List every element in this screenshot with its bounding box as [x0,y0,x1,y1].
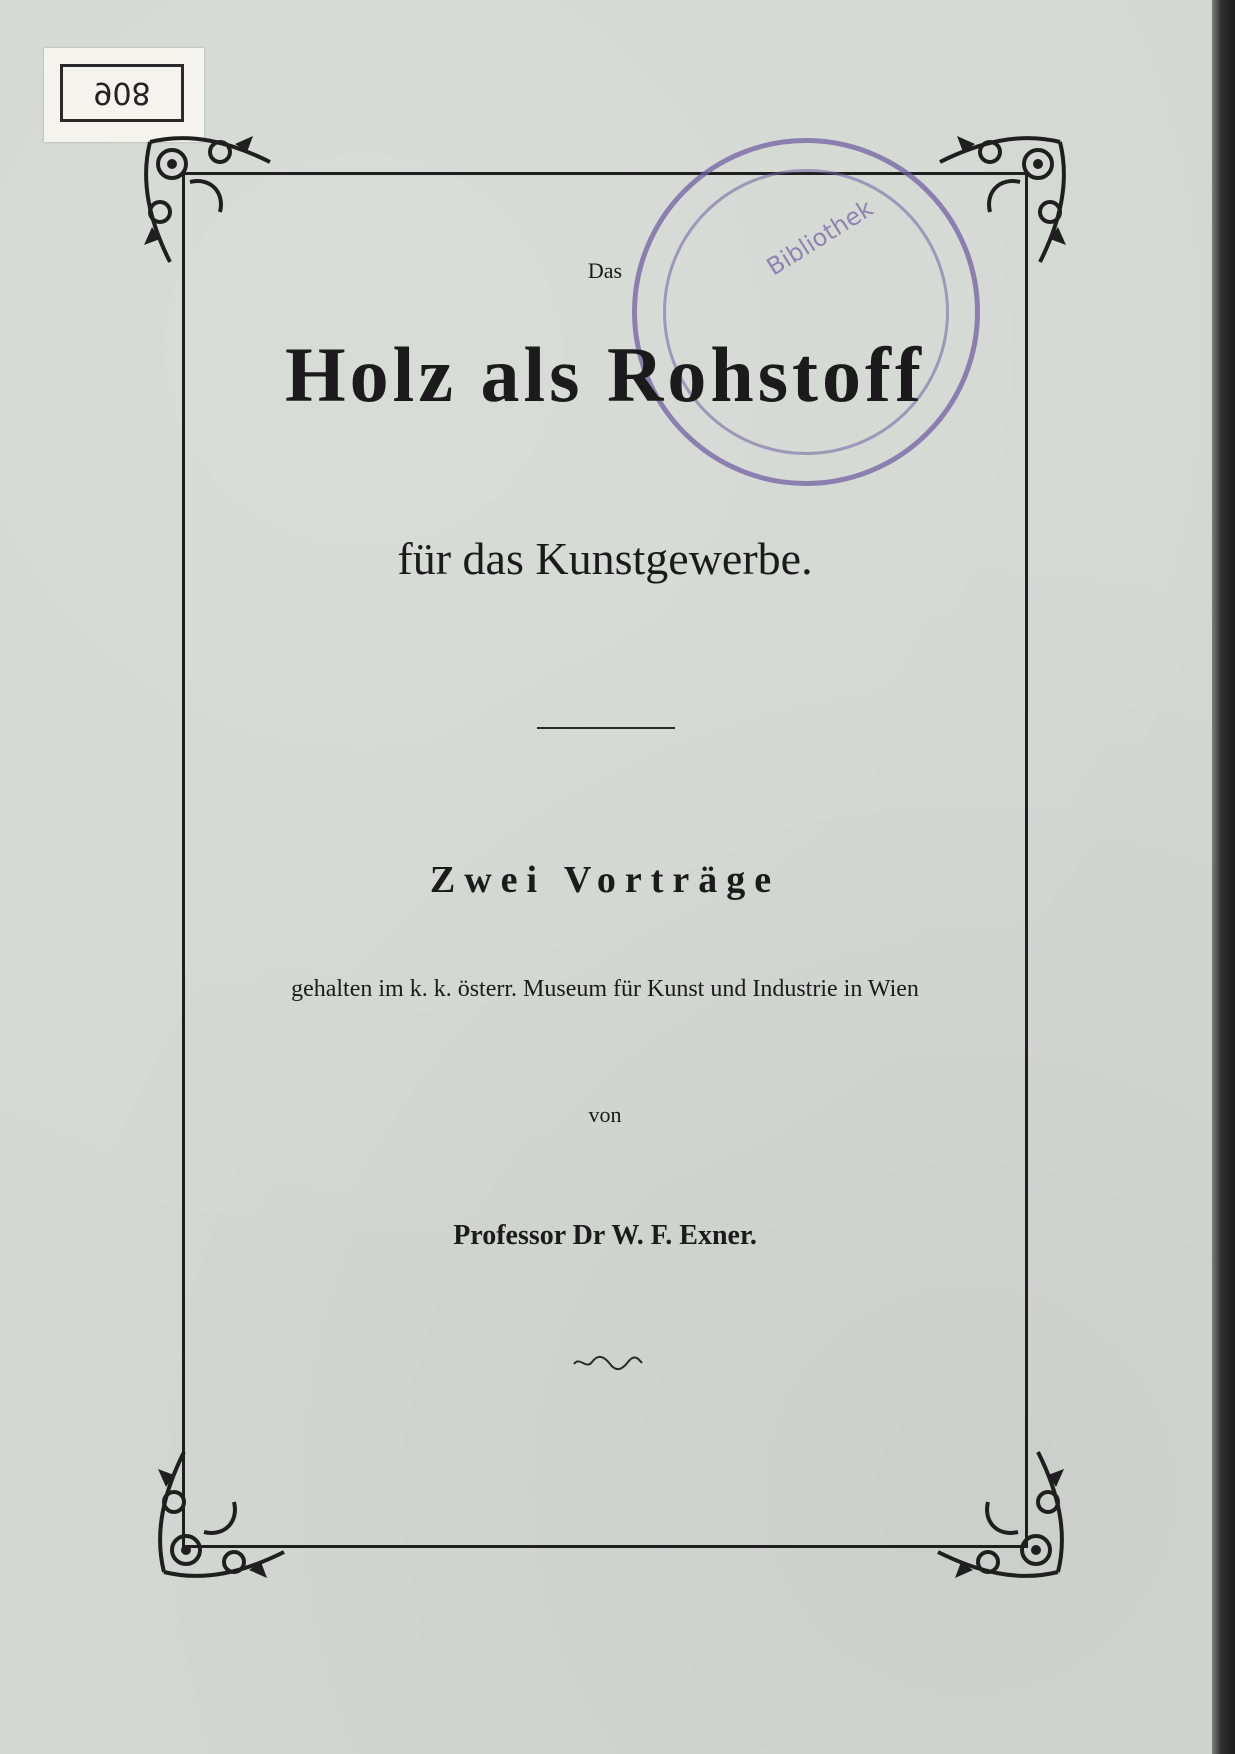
subtitle: für das Kunstgewerbe. [397,533,813,584]
title-article: Das [587,258,623,283]
book-spine [1212,0,1235,1754]
venue-line: gehalten im k. k. österr. Museum für Kunst und Industrie in Wien [291,976,919,1002]
shelf-label-box [60,64,184,122]
library-stamp [632,138,980,486]
bottom-left-ornament-icon [144,1442,294,1592]
main-title: Holz als Rohstoff [285,331,925,418]
shelf-label-number: 908 [93,75,151,110]
by-line: von [588,1102,622,1127]
lectures-heading: Zwei Vorträge [429,859,781,901]
divider-rule [537,727,675,729]
squiggle-icon [572,1352,644,1372]
author-name: Professor Dr W. F. Exner. [453,1220,757,1251]
bottom-right-ornament-icon [928,1442,1078,1592]
library-stamp-text: Bibliothek [761,194,879,282]
top-left-ornament-icon [130,122,280,272]
